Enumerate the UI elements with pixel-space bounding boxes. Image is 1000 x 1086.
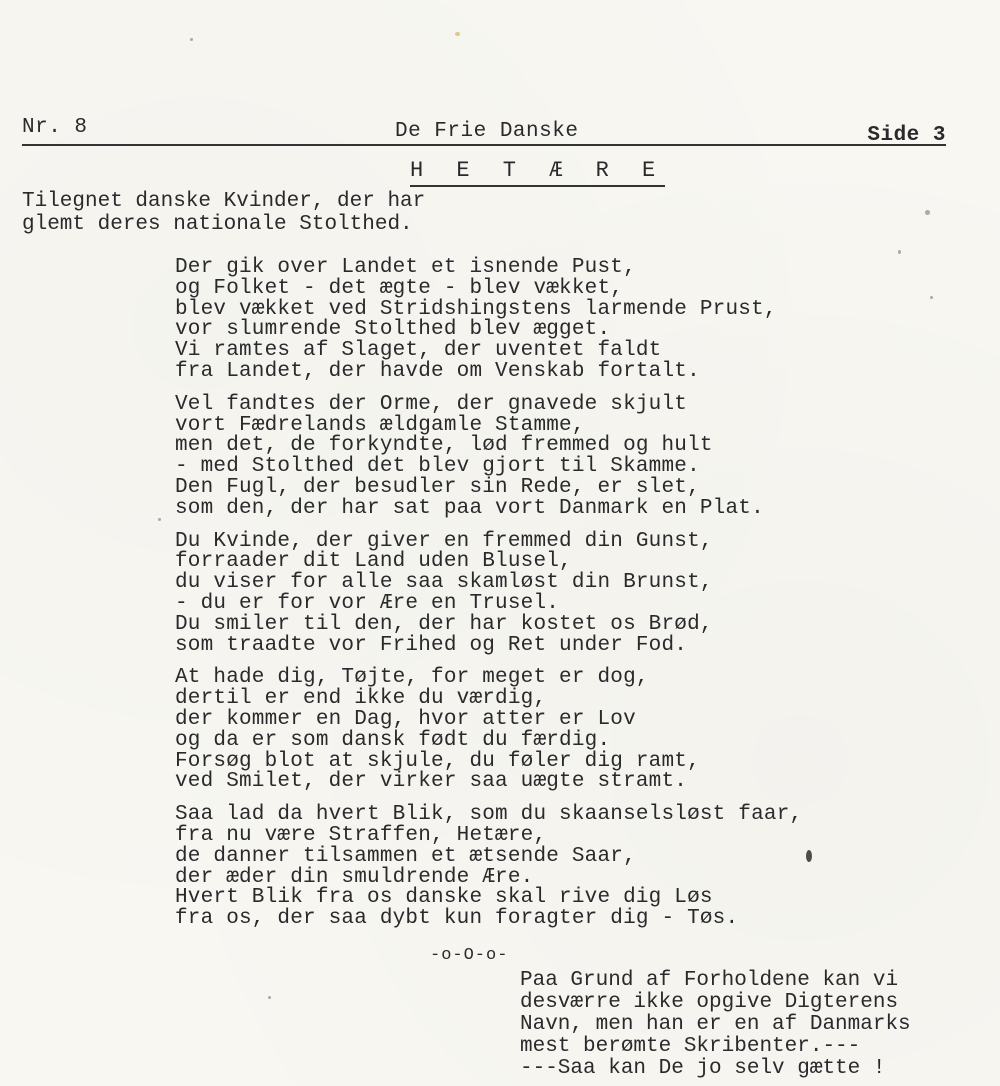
poem-line: - med Stolthed det blev gjort til Skamme. (175, 455, 700, 479)
poem-line: Vel fandtes der Orme, der gnavede skjult (175, 392, 688, 416)
poem-line: de danner tilsammen et ætsende Saar, (175, 844, 636, 868)
poem-line: og da er som dansk født du færdig. (175, 728, 611, 752)
poem-line: der æder din smuldrende Ære. (175, 865, 534, 889)
page-number: Side 3 (867, 124, 946, 147)
poem-line: Den Fugl, der besudler sin Rede, er slet, (175, 475, 700, 499)
note-line: ---Saa kan De jo selv gætte ! (520, 1057, 886, 1080)
poem-line: Der gik over Landet et isnende Pust, (175, 256, 636, 279)
poem-line: At hade dig, Tøjte, for meget er dog, (175, 666, 649, 690)
note-line: mest berømte Skribenter.--- (520, 1035, 861, 1058)
ink-speck (268, 996, 271, 999)
stanza-5 (175, 805, 802, 930)
poem-line: Forsøg blot at skjule, du føler dig ramt, (175, 749, 700, 773)
poem-line: dertil er end ikke du værdig, (175, 687, 547, 711)
poem-line: vort Fædrelands ældgamle Stamme, (175, 413, 585, 437)
dedication-line: Tilegnet danske Kvinder, der har (22, 190, 426, 213)
poem-title: H E T Æ R E (410, 158, 665, 187)
poem-line: forraader dit Land uden Blusel, (175, 550, 572, 574)
ink-speck (190, 38, 193, 41)
note-line: Navn, men han er en af Danmarks (520, 1013, 911, 1036)
poem-line: Du Kvinde, der giver en fremmed din Gunst, (175, 529, 713, 553)
stanza-2 (175, 392, 802, 520)
stanza-3 (175, 529, 802, 657)
poem-line: Saa lad da hvert Blik, som du skaanselsløst faar, (175, 803, 803, 827)
poem-line: der kommer en Dag, hvor atter er Lov (175, 707, 636, 731)
poem-line: vor slumrende Stolthed blev ægget. (175, 318, 611, 342)
poem-line: blev vækket ved Stridshingstens larmende Prust, (175, 297, 777, 321)
author-note (520, 970, 911, 1080)
poem-line: Du smiler til den, der har kostet os Brød, (175, 612, 713, 636)
poem-line: men det, de forkyndte, lød fremmed og hult (175, 434, 713, 458)
poem-line: du viser for alle saa skamløst din Brunst, (175, 571, 713, 595)
ink-speck (806, 850, 812, 862)
ink-speck (158, 518, 161, 521)
note-line: desværre ikke opgive Digterens (520, 991, 899, 1014)
poem-line: Vi ramtes af Slaget, der uventet faldt (175, 339, 662, 363)
poem-line: og Folket - det ægte - blev vækket, (175, 276, 624, 300)
poem-line: som traadte vor Frihed og Ret under Fod. (175, 633, 688, 657)
page-header (22, 114, 946, 146)
ink-speck (898, 250, 901, 254)
poem-line: fra os, der saa dybt kun foragter dig - Tøs. (175, 907, 739, 931)
poem-line: fra nu være Straffen, Hetære, (175, 823, 547, 847)
poem-line: Hvert Blik fra os danske skal rive dig Løs (175, 886, 713, 910)
dedication-line: glemt deres nationale Stolthed. (22, 213, 413, 236)
ink-speck (455, 32, 460, 36)
poem-dedication (22, 190, 425, 236)
poem-line: - du er for vor Ære en Trusel. (175, 591, 560, 615)
publication-name: De Frie Danske (395, 120, 579, 143)
note-line: Paa Grund af Forholdene kan vi (520, 969, 899, 992)
stanza-1 (175, 258, 802, 383)
poem-line: fra Landet, der havde om Venskab fortalt. (175, 359, 700, 383)
ink-speck (930, 296, 933, 299)
stanza-4 (175, 668, 802, 793)
poem-line: ved Smilet, der virker saa uægte stramt. (175, 770, 688, 794)
poem-body (175, 258, 802, 942)
section-separator: -o-O-o- (430, 946, 509, 965)
poem-line: som den, der har sat paa vort Danmark en Plat. (175, 496, 764, 520)
issue-number: Nr. 8 (22, 116, 88, 139)
ink-speck (925, 210, 930, 215)
